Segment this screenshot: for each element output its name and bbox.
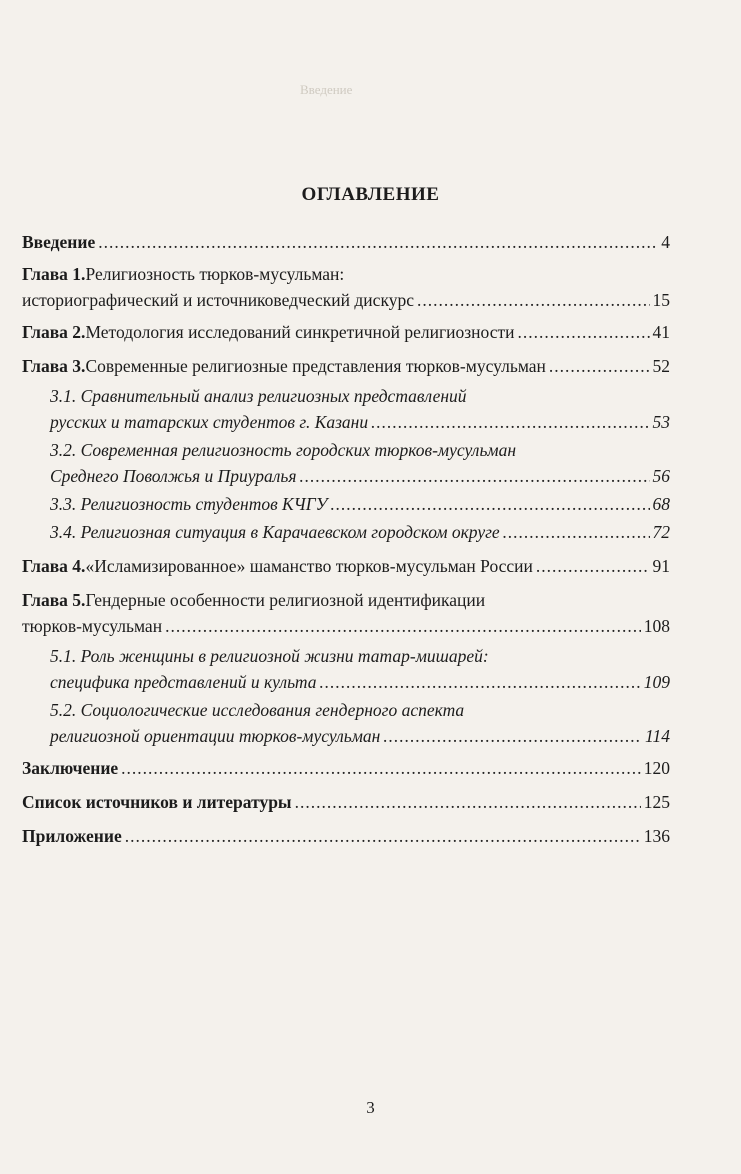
toc-entry-title: специфика представлений и культа — [50, 672, 317, 692]
toc-line — [50, 522, 670, 548]
toc-entry[interactable] — [22, 440, 670, 492]
dot-leader — [125, 826, 641, 847]
toc-line — [22, 264, 670, 290]
dot-leader — [503, 522, 650, 543]
toc-page-number: 125 — [643, 792, 670, 812]
toc-entry[interactable] — [22, 590, 670, 642]
toc-line — [22, 290, 670, 316]
toc-entry[interactable] — [22, 556, 670, 582]
toc-entry[interactable] — [22, 522, 670, 548]
toc-entry-title: Современные религиозные представления тюрков-мусульман — [85, 356, 546, 376]
toc-entry[interactable] — [22, 386, 670, 438]
toc-line — [50, 700, 670, 726]
toc-line — [22, 232, 670, 258]
toc-entry-title: историографический и источниковедческий дискурс — [22, 290, 414, 310]
toc-entry-title: 5.1. Роль женщины в религиозной жизни татар-мишарей: — [50, 646, 489, 666]
dot-leader — [121, 758, 641, 779]
toc-line — [50, 494, 670, 520]
dot-leader — [371, 412, 649, 433]
toc-entry-title: 3.3. Религиозность студентов КЧГУ — [50, 494, 328, 514]
toc-page-number: 53 — [652, 412, 670, 432]
toc-title: ОГЛАВЛЕНИЕ — [301, 184, 440, 205]
toc-entry-title: 5.2. Социологические исследования гендерного аспекта — [50, 700, 465, 720]
toc-line — [22, 556, 670, 582]
dot-leader — [549, 356, 650, 377]
toc-page-number: 114 — [645, 726, 670, 746]
toc-line — [22, 590, 670, 616]
dot-leader — [518, 322, 650, 343]
toc-page-number: 108 — [643, 616, 670, 636]
bleed-through-header: Введение — [300, 82, 353, 97]
toc-line — [22, 826, 670, 852]
toc-line — [22, 758, 670, 784]
dot-leader — [165, 616, 641, 637]
toc-entry[interactable] — [22, 700, 670, 752]
toc-page-number: 136 — [643, 826, 670, 846]
toc-page-number: 56 — [652, 466, 670, 486]
toc-entry-title: Методология исследований синкретичной религиозности — [85, 322, 515, 342]
toc-page-number: 68 — [652, 494, 670, 514]
toc-line — [22, 616, 670, 642]
toc-entry-label: Введение — [22, 232, 96, 252]
toc-page-number: 15 — [652, 290, 670, 310]
dot-leader — [383, 726, 642, 747]
dot-leader — [536, 556, 650, 577]
toc-entry-label: Глава 2. — [22, 322, 86, 342]
toc-entry-title: Религиозность тюрков-мусульман: — [85, 264, 345, 284]
toc-page-number: 4 — [661, 232, 670, 252]
toc-line — [22, 322, 670, 348]
toc-page-number: 109 — [643, 672, 670, 692]
toc-entry-label: Глава 1. — [22, 264, 86, 284]
dot-leader — [330, 494, 649, 515]
toc-line — [50, 412, 670, 438]
toc-line — [22, 356, 670, 382]
toc-entry-title: религиозной ориентации тюрков-мусульман — [50, 726, 381, 746]
toc-entry-label: Глава 4. — [22, 556, 86, 576]
dot-leader — [319, 672, 640, 693]
toc-entry-title: 3.4. Религиозная ситуация в Карачаевском городском округе — [50, 522, 500, 542]
toc-line — [50, 440, 670, 466]
toc-entry[interactable] — [22, 826, 670, 852]
toc-entry-label: Глава 3. — [22, 356, 86, 376]
toc-line — [50, 646, 670, 672]
toc-line — [22, 792, 670, 818]
toc-entry-label: Глава 5. — [22, 590, 86, 610]
toc-entry-title: русских и татарских студентов г. Казани — [50, 412, 369, 432]
toc-line — [50, 726, 670, 752]
toc-line — [50, 386, 670, 412]
toc-entry[interactable] — [22, 264, 670, 316]
toc-entry-title: Среднего Поволжья и Приуралья — [50, 466, 297, 486]
toc-line — [50, 672, 670, 698]
toc-entry-title: 3.1. Сравнительный анализ религиозных представлений — [50, 386, 467, 406]
dot-leader — [295, 792, 641, 813]
toc-entry[interactable] — [22, 322, 670, 348]
toc-entry-label: Заключение — [22, 758, 119, 778]
toc-page-number: 72 — [652, 522, 670, 542]
toc-entry-title: тюрков-мусульман — [22, 616, 163, 636]
toc-entry-label: Список источников и литературы — [22, 792, 292, 812]
toc-entry-title: Гендерные особенности религиозной идентификации — [85, 590, 486, 610]
toc-page-number: 91 — [652, 556, 670, 576]
dot-leader — [98, 232, 658, 253]
toc-entry[interactable] — [22, 792, 670, 818]
toc-entry-label: Приложение — [22, 826, 122, 846]
toc-entry[interactable] — [22, 494, 670, 520]
toc-line — [50, 466, 670, 492]
dot-leader — [417, 290, 650, 311]
toc-entry[interactable] — [22, 646, 670, 698]
toc-entry[interactable] — [22, 356, 670, 382]
toc-entry[interactable] — [22, 758, 670, 784]
toc-entry-title: «Исламизированное» шаманство тюрков-мусульман России — [85, 556, 533, 576]
toc-entry-title: 3.2. Современная религиозность городских тюрков-мусульман — [50, 440, 517, 460]
dot-leader — [300, 466, 650, 487]
toc-entry[interactable] — [22, 232, 670, 258]
toc-page-number: 52 — [652, 356, 670, 376]
toc-page-number: 120 — [643, 758, 670, 778]
toc-page-number: 41 — [652, 322, 670, 342]
table-of-contents — [22, 232, 670, 852]
page-number: 3 — [366, 1098, 375, 1117]
